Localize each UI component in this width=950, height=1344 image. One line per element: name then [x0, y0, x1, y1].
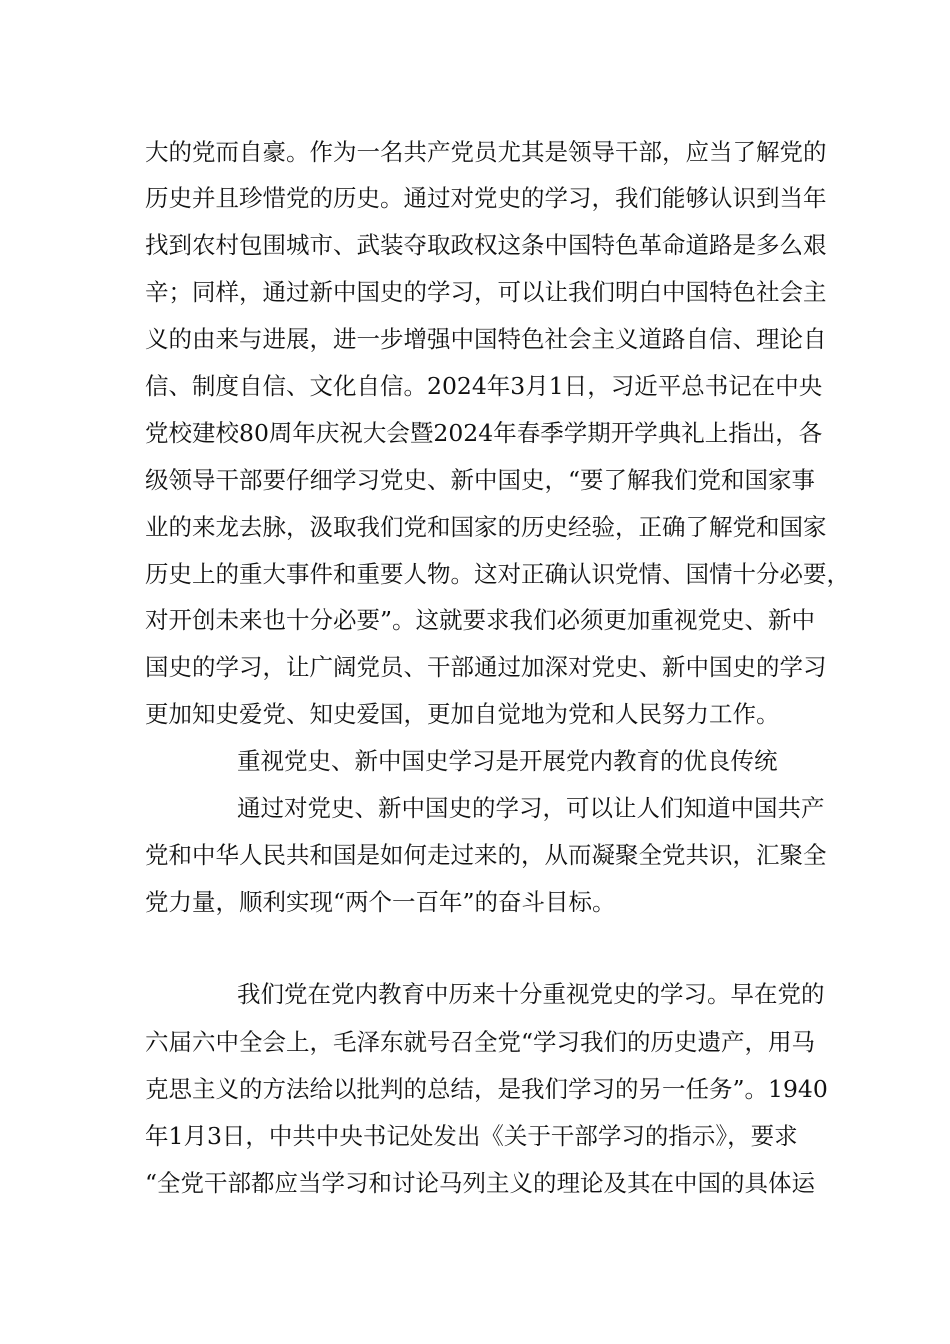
body-line-9: 业的来龙去脉，汲取我们党和国家的历史经验，正确了解党和国家: [145, 513, 827, 541]
body-line-8: 级领导干部要仔细学习党史、新中国史，“要了解我们党和国家事: [145, 466, 816, 494]
body-line-13: 更加知史爱党、知史爱国，更加自觉地为党和人民努力工作。: [145, 700, 780, 728]
body-line-3: 找到农村包围城市、武装夺取政权这条中国特色革命道路是多么艰: [145, 231, 827, 259]
body-line-4: 辛；同样，通过新中国史的学习，可以让我们明白中国特色社会主: [145, 278, 827, 306]
body-line-19: 六届六中全会上，毛泽东就号召全党“学习我们的历史遗产，用马: [145, 1028, 816, 1056]
body-line-16: 党和中华人民共和国是如何走过来的，从而凝聚全党共识，汇聚全: [145, 841, 827, 869]
body-line-10: 历史上的重大事件和重要人物。这对正确认识党情、国情十分必要，: [145, 560, 850, 588]
body-line-1: 大的党而自豪。作为一名共产党员尤其是领导干部，应当了解党的: [145, 138, 827, 166]
body-line-7: 党校建校80周年庆祝大会暨2024年春季学期开学典礼上指出，各: [145, 419, 823, 447]
body-line-12: 国史的学习，让广阔党员、干部通过加深对党史、新中国史的学习: [145, 653, 827, 681]
section-heading: 重视党史、新中国史学习是开展党内教育的优良传统: [237, 747, 778, 775]
body-line-18: 我们党在党内教育中历来十分重视党史的学习。早在党的: [237, 980, 825, 1008]
body-line-15: 通过对党史、新中国史的学习，可以让人们知道中国共产: [237, 794, 825, 822]
body-line-21: 年1月3日，中共中央书记处发出《关于干部学习的指示》，要求: [145, 1122, 798, 1150]
body-line-2: 历史并且珍惜党的历史。通过对党史的学习，我们能够认识到当年: [145, 184, 827, 212]
body-line-11: 对开创未来也十分必要”。这就要求我们必须更加重视党史、新中: [145, 606, 816, 634]
body-line-22: “全党干部都应当学习和讨论马列主义的理论及其在中国的具体运: [145, 1169, 816, 1197]
body-line-6: 信、制度自信、文化自信。2024年3月1日，习近平总书记在中央: [145, 372, 823, 400]
body-line-20: 克思主义的方法给以批判的总结，是我们学习的另一任务”。1940: [145, 1075, 828, 1103]
body-line-5: 义的由来与进展，进一步增强中国特色社会主义道路自信、理论自: [145, 325, 827, 353]
body-line-17: 党力量，顺利实现“两个一百年”的奋斗目标。: [145, 888, 616, 916]
